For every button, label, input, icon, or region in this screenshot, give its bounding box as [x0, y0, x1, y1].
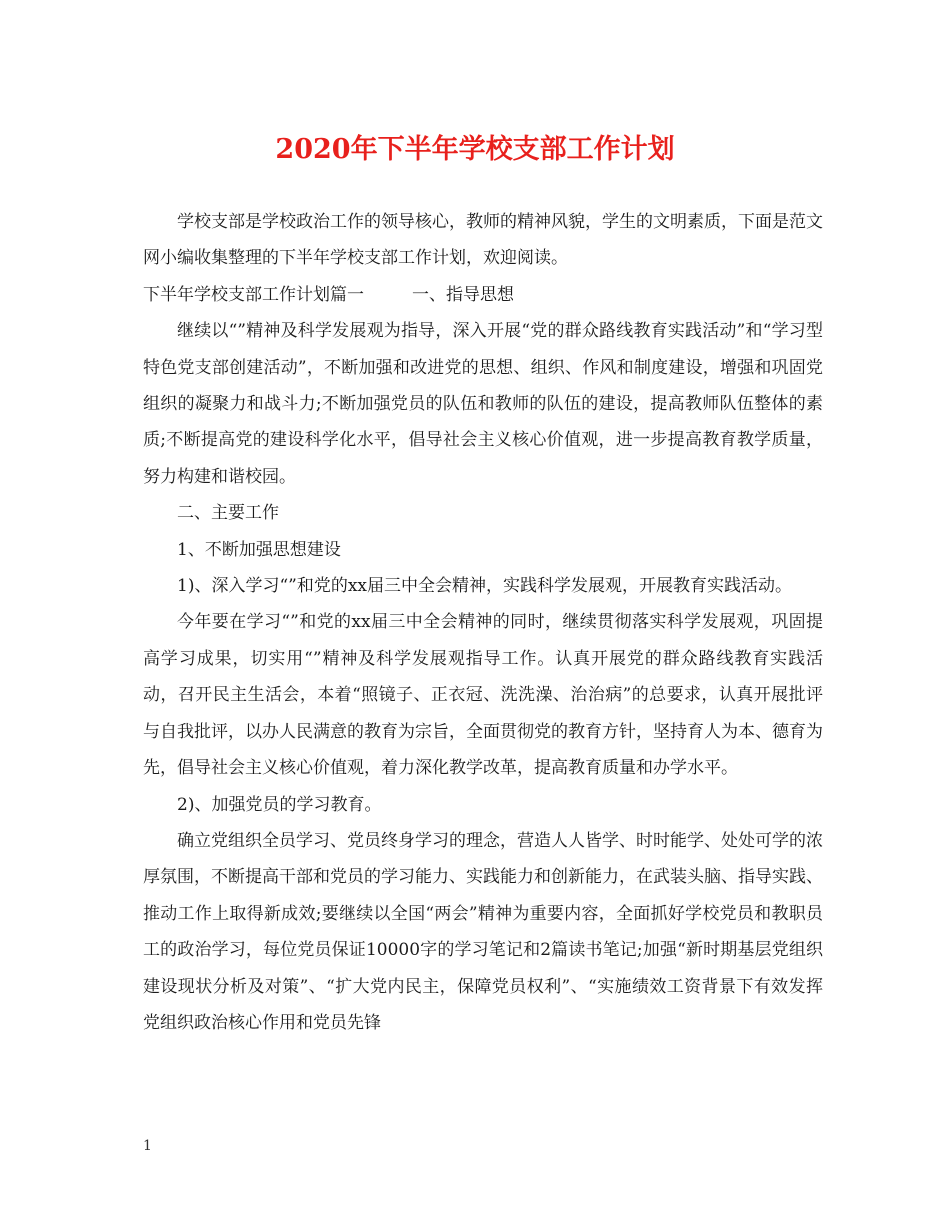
page-number: 1	[143, 1138, 152, 1154]
subitem-heading-study: 1)、深入学习“”和党的xx届三中全会精神，实践科学发展观，开展教育实践活动。	[177, 576, 793, 597]
document-body	[143, 204, 823, 1041]
item-heading-thought-construction: 1、不断加强思想建设	[177, 539, 341, 560]
section-label: 下半年学校支部工作计划篇一	[143, 284, 364, 305]
intro-paragraph: 学校支部是学校政治工作的领导核心，教师的精神风貌，学生的文明素质，下面是范文网小编收集整理的下半年学校支部工作计划，欢迎阅读。	[143, 212, 823, 269]
subitem-heading-party-member-education: 2)、加强党员的学习教育。	[177, 794, 382, 815]
section-heading-main-work: 二、主要工作	[177, 503, 279, 524]
subitem-body-study: 今年要在学习“”和党的xx届三中全会精神的同时，继续贯彻落实科学发展观，巩固提高学习成果，切实用“”精神及科学发展观指导工作。认真开展党的群众路线教育实践活动，召开民主生活会，本着“照镜子、正衣冠、洗洗澡、治治病”的总要求，认真开展批评与自我批评，以办人民满意的教育为宗旨，全面贯彻党的教育方针，坚持育人为本、德育为先，倡导社会主义核心价值观，着力深化教学改革，提高教育质量和办学水平。	[143, 612, 823, 779]
guiding-paragraph: 继续以“”精神及科学发展观为指导，深入开展“党的群众路线教育实践活动”和“学习型特色党支部创建活动”，不断加强和改进党的思想、组织、作风和制度建设，增强和巩固党组织的凝聚力和战斗力;不断加强党员的队伍和教师的队伍的建设，提高教师队伍整体的素质;不断提高党的建设科学化水平，倡导社会主义核心价值观，进一步提高教育教学质量，努力构建和谐校园。	[143, 321, 823, 487]
section-heading-guiding: 一、指导思想	[412, 284, 514, 305]
document-title: 2020年下半年学校支部工作计划	[275, 134, 675, 165]
subitem-body-party-member-education: 确立党组织全员学习、党员终身学习的理念，营造人人皆学、时时能学、处处可学的浓厚氛围，不断提高干部和党员的学习能力、实践能力和创新能力，在武装头脑、指导实践、推动工作上取得新成效;要继续以全国“两会”精神为重要内容，全面抓好学校党员和教职员工的政治学习，每位党员保证10000字的学习笔记和2篇读书笔记;加强“新时期基层党组织建设现状分析及对策”、“扩大党内民主，保障党员权利”、“实施绩效工资背景下有效发挥党组织政治核心作用和党员先锋	[143, 830, 823, 1033]
section-heading-line	[143, 277, 823, 313]
